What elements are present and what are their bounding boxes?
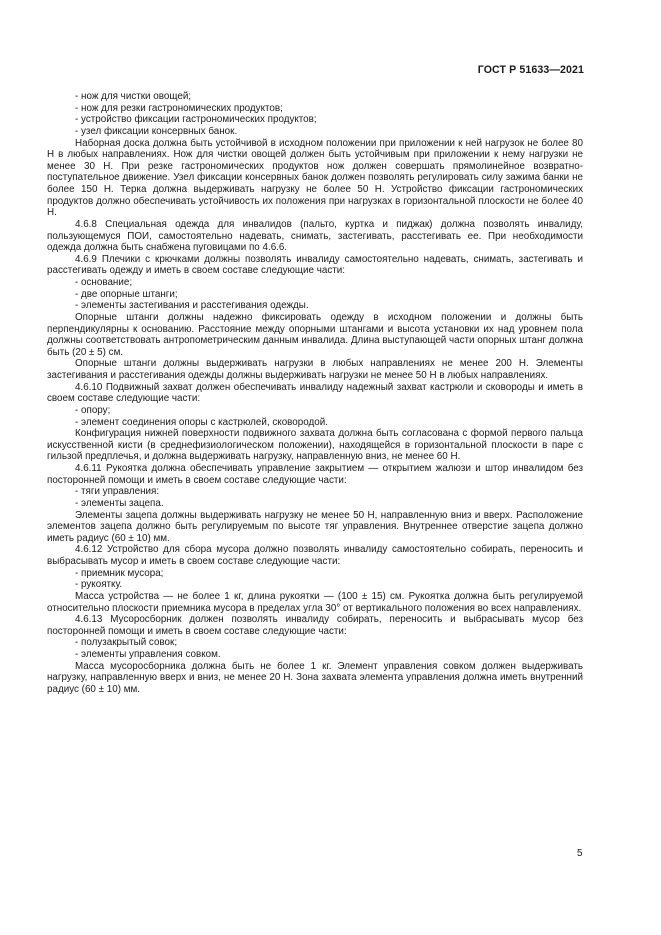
list-item: - нож для резки гастрономических продуктов;: [75, 102, 283, 114]
list-item: - нож для чистки овощей;: [75, 91, 192, 102]
list-item: - приемник мусора;: [75, 567, 164, 579]
paragraph: Масса мусоросборника должна быть не более 1 кг. Элемент управления совком должен выдерживать нагрузку, направленную вверх и вниз, не менее 20 Н. Зона захвата элемента управления должна иметь внутренний радиус (60 ± 10) мм.: [47, 660, 583, 695]
paragraph: 4.6.11 Рукоятка должна обеспечивать управление закрытием — открытием жалюзи и штор инвалидом без посторонней помощи и иметь в своем составе следующие части:: [47, 463, 583, 486]
list-item: - полузакрытый совок;: [75, 637, 178, 649]
list-item: - элементы зацепа.: [75, 497, 164, 509]
list-item: - элементы застегивания и расстегивания одежды.: [75, 300, 309, 312]
list-item: - тяги управления:: [75, 486, 160, 498]
list-item: - рукоятку.: [75, 579, 123, 591]
paragraph: 4.6.13 Мусоросборник должен позволять инвалиду собирать, переносить и выбрасывать мусор без посторонней помощи и иметь в своем составе следующие части:: [47, 614, 583, 637]
list-item: - опору;: [75, 404, 111, 416]
paragraph: 4.6.9 Плечики с крючками должны позволять инвалиду самостоятельно надевать, снимать, застегивать и расстегивать одежду и иметь в своем составе следующие части:: [47, 253, 583, 277]
paragraph: Наборная доска должна быть устойчивой в исходном положении при приложении к ней нагрузок не более 80 Н в любых направлениях. Нож для чистки овощей должен быть устойчивым при приложении к нему нагрузки не менее 30 Н. При резке гастрономических продуктов нож должен совершать прямолинейное возвратно-поступательное движение. Узел фиксации консервных банок должен позволять регулировать силу зажима банки не более 150 Н. Терка должна выдерживать нагрузку не более 50 Н. Устройство фиксации гастрономических продуктов должно обеспечивать устойчивость их положения при нагрузках в горизонтальной плоскости не более 40 Н.: [47, 137, 583, 219]
list-item: - устройство фиксации гастрономических продуктов;: [75, 114, 317, 126]
page-number: 5: [577, 848, 583, 859]
paragraph: 4.6.8 Специальная одежда для инвалидов (пальто, куртка и пиджак) должна позволять инвалиду, пользующемуся ПОИ, самостоятельно надевать, снимать, застегивать, расстегивать ее. При необходимости одежда должна быть снабжена пуговицами по 4.6.6.: [47, 218, 583, 254]
paragraph: Опорные штанги должны надежно фиксировать одежду в исходном положении и должны быть перпендикулярны к основанию. Расстояние между опорными штангами и высота установки их над уровнем пола должны соответствовать антропометрическим данным инвалида. Длина выступающей части опорных штанг должна быть (20 ± 5) см.: [47, 311, 583, 358]
list-item: - элементы управления совком.: [75, 649, 221, 660]
list-item: - основание;: [75, 277, 133, 288]
document-code-header: ГОСТ Р 51633—2021: [477, 64, 584, 76]
document-body: [47, 91, 583, 696]
paragraph: 4.6.12 Устройство для сбора мусора должно позволять инвалиду самостоятельно собирать, переносить и выбрасывать мусор и иметь в своем составе следующие части:: [47, 544, 583, 567]
paragraph: Опорные штанги должны выдерживать нагрузки в любых направлениях не менее 200 Н. Элементы застегивания и расстегивания одежды должны выдерживать нагрузки не менее 50 Н в любых направлениях.: [47, 358, 583, 381]
list-item: - узел фиксации консервных банок.: [75, 125, 238, 137]
paragraph: 4.6.10 Подвижный захват должен обеспечивать инвалиду надежный захват кастрюли и сковороды и иметь в своем составе следующие части:: [47, 381, 583, 405]
paragraph: Масса устройства — не более 1 кг, длина рукоятки — (100 ± 15) см. Рукоятка должна быть регулируемой относительно плоскости приемника мусора в пределах угла 30° от вертикального положения во всех направлениях.: [47, 590, 583, 614]
list-item: - две опорные штанги;: [75, 288, 178, 300]
paragraph: Конфигурация нижней поверхности подвижного захвата должна быть согласована с формой первого пальца искусственной кисти (в среднефизиологическом положении), находящейся в горизонтальной плоскости в паре с гильзой предплечья, и должна выдерживать нагрузку, направленную вниз, не менее 60 Н.: [47, 428, 583, 463]
paragraph: Элементы зацепа должны выдерживать нагрузку не менее 50 Н, направленную вниз и вверх. Расположение элементов зацепа должно быть регулируемым по высоте тяг управления. Внутреннее отверстие зацепа должно иметь радиус (60 ± 10) мм.: [47, 509, 583, 544]
list-item: - элемент соединения опоры с кастрюлей, сковородой.: [75, 416, 328, 428]
